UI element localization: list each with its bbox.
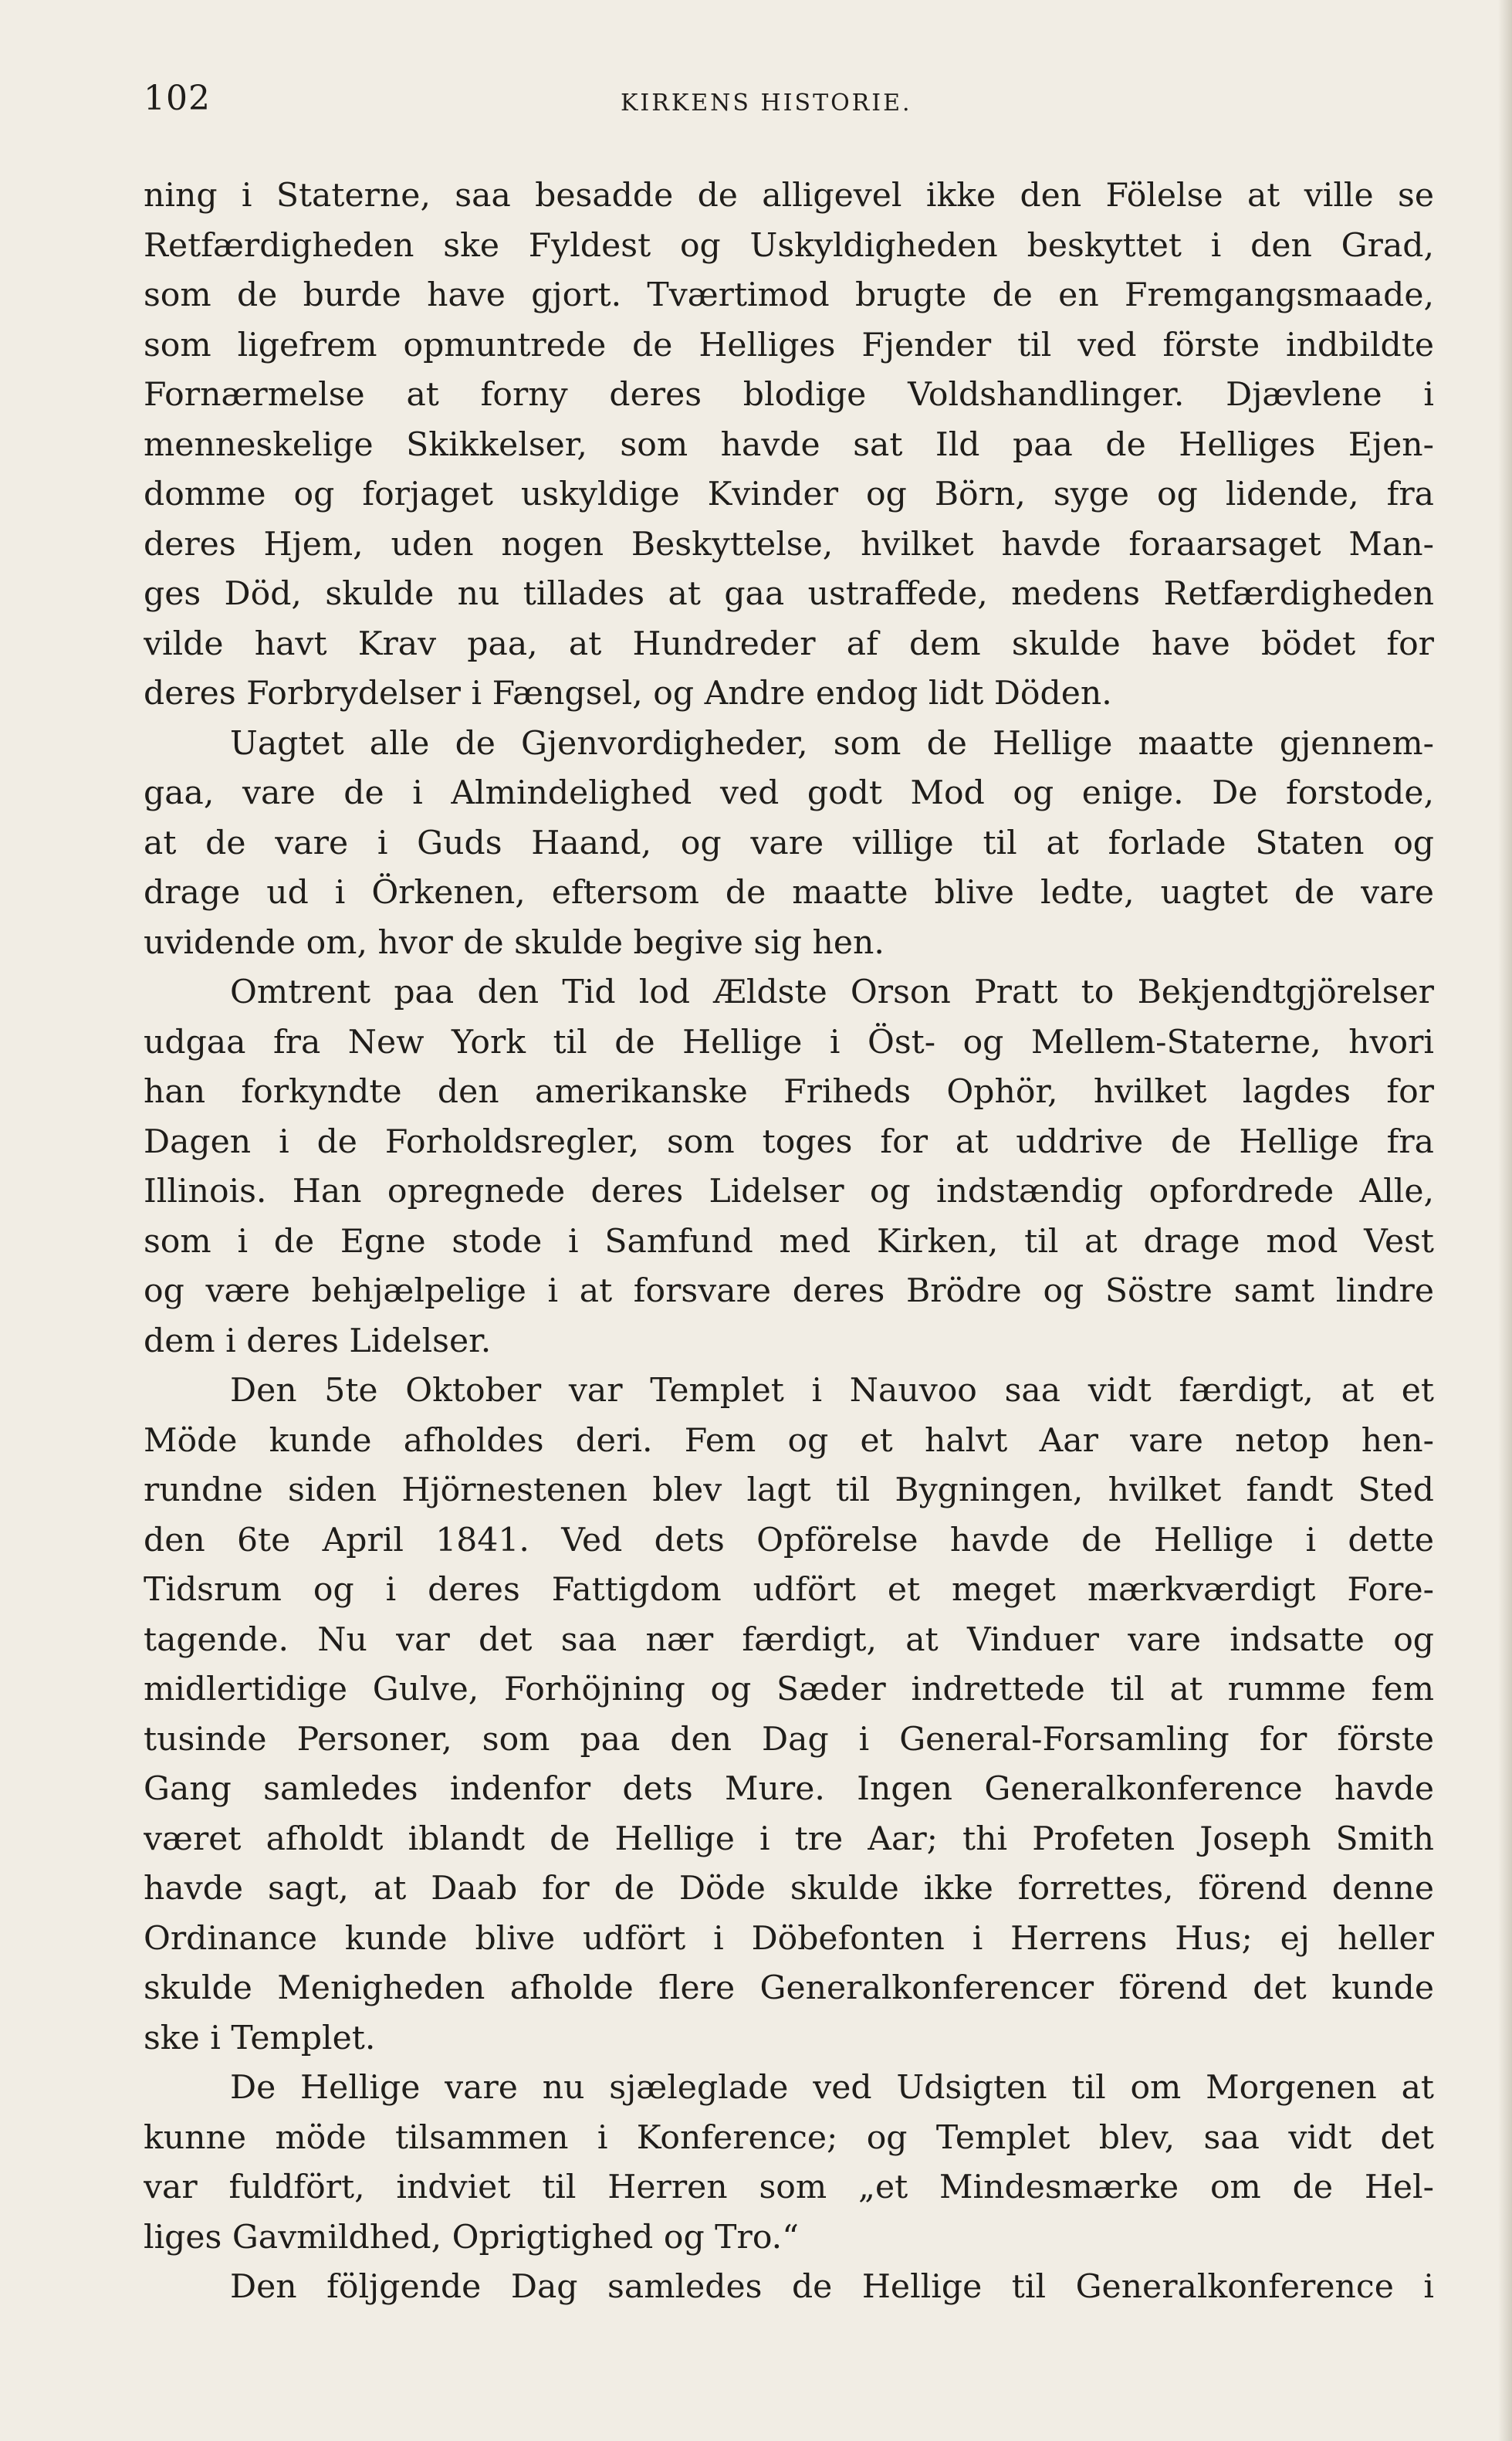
- text-line: Dagen i de Forholdsregler, som toges for at uddrive de Hellige fra: [144, 1122, 1434, 1161]
- page-number: 102: [144, 79, 211, 118]
- text-line: rundne siden Hjörnestenen blev lagt til Bygningen, hvilket fandt Sted: [144, 1471, 1434, 1509]
- text-line: Tidsrum og i deres Fattigdom udfört et meget mærkværdigt Fore-: [144, 1571, 1434, 1609]
- text-body: [144, 171, 1434, 2333]
- text-line: været afholdt iblandt de Hellige i tre Aar; thi Profeten Joseph Smith: [144, 1820, 1434, 1858]
- text-line: Fornærmelse at forny deres blodige Voldshandlinger. Djævlene i: [144, 376, 1434, 414]
- text-line: havde sagt, at Daab for de Döde skulde ikke forrettes, förend denne: [144, 1870, 1434, 1908]
- page-edge-shadow: [1498, 0, 1512, 2441]
- text-line: gaa, vare de i Almindelighed ved godt Mod og enige. De forstode,: [144, 774, 1434, 812]
- text-line: Omtrent paa den Tid lod Ældste Orson Pratt to Bekjendtgjörelser: [230, 973, 1434, 1011]
- text-line: Gang samledes indenfor dets Mure. Ingen Generalkonference havde: [144, 1770, 1434, 1808]
- text-line: Den 5te Oktober var Templet i Nauvoo saa vidt færdigt, at et: [230, 1372, 1434, 1410]
- text-line: var fuldfört, indviet til Herren som „et Mindesmærke om de Hel-: [144, 2168, 1434, 2206]
- text-line: han forkyndte den amerikanske Friheds Ophör, hvilket lagdes for: [144, 1073, 1434, 1111]
- text-line: Illinois. Han opregnede deres Lidelser og indstændig opfordrede Alle,: [144, 1173, 1434, 1210]
- text-line: De Hellige vare nu sjæleglade ved Udsigten til om Morgenen at: [230, 2069, 1434, 2107]
- text-line: ske i Templet.: [144, 2019, 376, 2057]
- text-line: Möde kunde afholdes deri. Fem og et halvt Aar vare netop hen-: [144, 1421, 1434, 1460]
- text-line: den 6te April 1841. Ved dets Opförelse havde de Hellige i dette: [144, 1521, 1434, 1559]
- text-line: ning i Staterne, saa besadde de alligevel ikke den Fölelse at ville se: [144, 177, 1434, 215]
- text-line: tusinde Personer, som paa den Dag i General-Forsamling for förste: [144, 1720, 1434, 1759]
- text-line: deres Forbrydelser i Fængsel, og Andre endog lidt Döden.: [144, 675, 1112, 713]
- text-line: Ordinance kunde blive udfört i Döbefonten i Herrens Hus; ej heller: [144, 1919, 1434, 1958]
- text-line: som de burde have gjort. Tværtimod brugte de en Fremgangsmaade,: [144, 276, 1434, 314]
- text-line: udgaa fra New York til de Hellige i Öst- og Mellem-Staterne, hvori: [144, 1023, 1434, 1061]
- running-title: KIRKENS HISTORIE.: [621, 90, 912, 117]
- page-header: [144, 76, 1434, 122]
- text-line: drage ud i Örkenen, eftersom de maatte blive ledte, uagtet de vare: [144, 874, 1434, 912]
- text-line: og være behjælpelige i at forsvare deres Brödre og Söstre samt lindre: [144, 1272, 1434, 1310]
- text-line: Retfærdigheden ske Fyldest og Uskyldigheden beskyttet i den Grad,: [144, 226, 1434, 265]
- text-line: uvidende om, hvor de skulde begive sig hen.: [144, 923, 885, 962]
- text-line: Uagtet alle de Gjenvordigheder, som de Hellige maatte gjennem-: [230, 724, 1434, 763]
- text-line: Den följgende Dag samledes de Hellige til Generalkonference i: [230, 2268, 1434, 2306]
- text-line: kunne möde tilsammen i Konference; og Templet blev, saa vidt det: [144, 2118, 1434, 2157]
- text-line: ges Död, skulde nu tillades at gaa ustraffede, medens Retfærdigheden: [144, 575, 1434, 613]
- text-line: midlertidige Gulve, Forhöjning og Sæder indrettede til at rumme fem: [144, 1671, 1434, 1708]
- text-line: skulde Menigheden afholde flere Generalkonferencer förend det kunde: [144, 1969, 1434, 2007]
- text-line: domme og forjaget uskyldige Kvinder og Börn, syge og lidende, fra: [144, 476, 1434, 513]
- text-line: som ligefrem opmuntrede de Helliges Fjender til ved förste indbildte: [144, 326, 1434, 364]
- text-line: menneskelige Skikkelser, som havde sat Ild paa de Helliges Ejen-: [144, 425, 1434, 464]
- text-line: at de vare i Guds Haand, og vare villige til at forlade Staten og: [144, 824, 1434, 862]
- text-line: tagende. Nu var det saa nær færdigt, at Vinduer vare indsatte og: [144, 1620, 1434, 1659]
- text-line: liges Gavmildhed, Oprigtighed og Tro.“: [144, 2218, 799, 2256]
- text-line: vilde havt Krav paa, at Hundreder af dem skulde have bödet for: [144, 625, 1434, 663]
- text-line: deres Hjem, uden nogen Beskyttelse, hvilket havde foraarsaget Man-: [144, 525, 1434, 564]
- text-line: dem i deres Lidelser.: [144, 1322, 492, 1360]
- text-line: som i de Egne stode i Samfund med Kirken, til at drage mod Vest: [144, 1222, 1434, 1261]
